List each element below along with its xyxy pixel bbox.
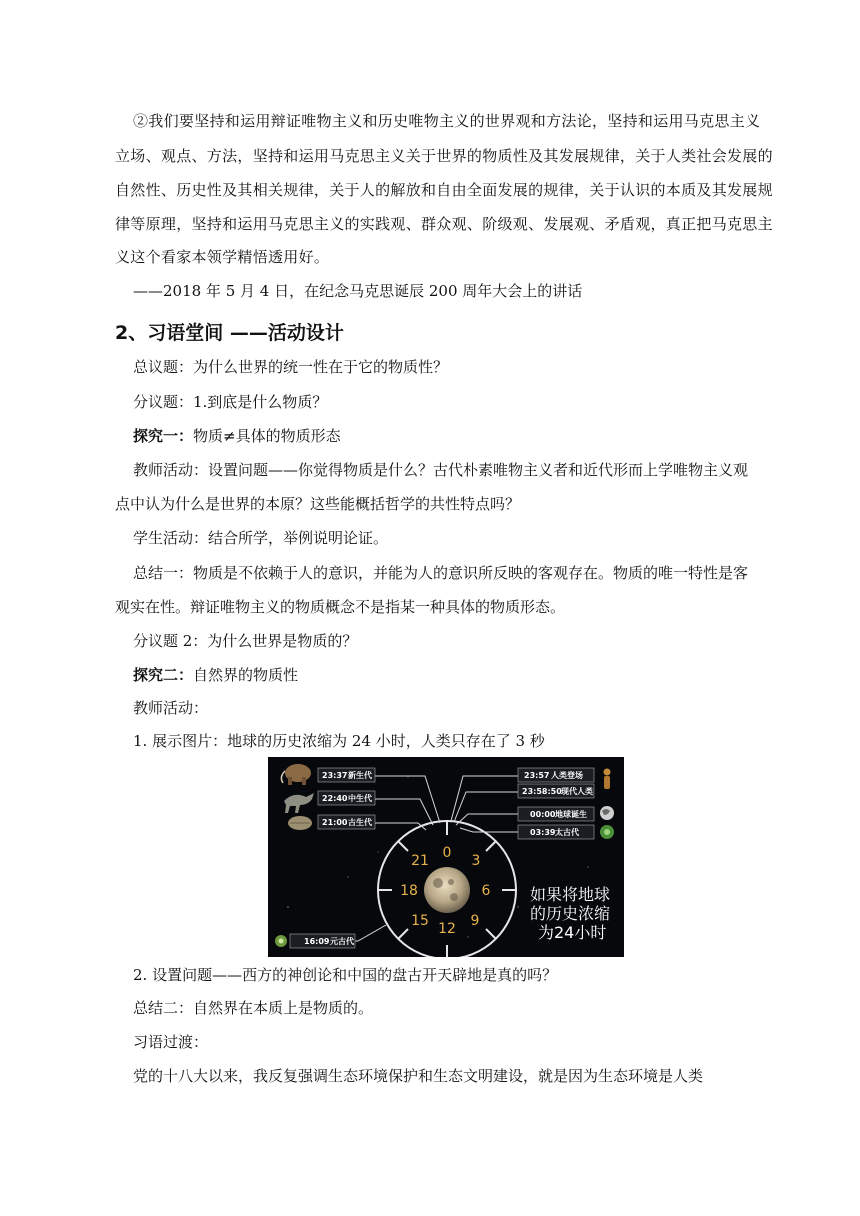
paragraph-2-line-2: 立场、观点、方法，坚持和运用马克思主义关于世界的物质性及其发展规律，关于人类社会发展的: [115, 147, 773, 165]
right-label-era: 现代人类: [561, 787, 593, 796]
paragraph-2-line-4: 律等原理，坚持和运用马克思主义的实践观、群众观、阶级观、发展观、矛盾观，真正把马克思主: [115, 215, 773, 233]
clock-number: 0: [442, 845, 452, 861]
summary-2: 总结二：自然界在本质上是物质的。: [133, 999, 374, 1017]
sub-topic-1: 分议题：1.到底是什么物质？: [133, 393, 328, 411]
final-line: 党的十八大以来，我反复强调生态环境保护和生态文明建设，就是因为生态环境是人类: [133, 1067, 704, 1085]
right-label-era: 人类登场: [551, 771, 583, 780]
human-icon: [604, 769, 611, 790]
clock-number: 18: [400, 883, 418, 899]
bottom-label-era: 元古代: [330, 937, 354, 946]
explore-2-text: 自然界的物质性: [193, 666, 299, 684]
cell-icon: [600, 825, 614, 839]
bottom-label-time: 16:09: [304, 937, 330, 946]
clock-number: 15: [411, 913, 429, 929]
teacher-activity-1-line-1: 教师活动：设置问题——你觉得物质是什么？古代朴素唯物主义者和近代形而上学唯物主义观: [133, 461, 749, 479]
earth-icon: [600, 806, 614, 820]
explore-2: [133, 665, 298, 685]
right-label-era: 太古代: [555, 828, 579, 837]
right-label-time: 03:39: [530, 828, 556, 837]
teacher-activity-2: 教师活动：: [133, 699, 209, 717]
sub-topic-2: 分议题 2：为什么世界是物质的？: [133, 632, 358, 650]
paragraph-2-line-5: 义这个看家本领学精悟透用好。: [115, 248, 330, 266]
clock-number: 3: [471, 853, 481, 869]
summary-1-line-1: 总结一：物质是不依赖于人的意识，并能为人的意识所反映的客观存在。物质的唯一特性是客: [133, 564, 749, 582]
trilobite-icon: [288, 816, 312, 830]
general-topic: 总议题：为什么世界的统一性在于它的物质性？: [133, 358, 449, 376]
earth-history-clock-image: [268, 757, 624, 957]
right-label-era: 地球诞生: [555, 810, 587, 819]
section-heading: 2、习语堂间 ——活动设计: [115, 322, 344, 344]
list-item-2: 2. 设置问题——西方的神创论和中国的盘古开天辟地是真的吗？: [133, 966, 558, 984]
explore-2-label: 探究二：: [133, 666, 194, 684]
right-label-time: 23:58:50: [522, 787, 562, 796]
right-label-time: 00:00: [530, 810, 556, 819]
explore-1: [133, 426, 341, 446]
paragraph-2-line-1: ②我们要坚持和运用辩证唯物主义和历史唯物主义的世界观和方法论，坚持和运用马克思主义: [133, 112, 761, 130]
quote-source: ——2018 年 5 月 4 日，在纪念马克思诞辰 200 周年大会上的讲话: [133, 282, 583, 300]
caption-line-2: 的历史浓缩: [530, 904, 611, 923]
teacher-activity-1-line-2: 点中认为什么是世界的本原？这些能概括哲学的共性特点吗？: [115, 495, 521, 513]
student-activity-1: 学生活动：结合所学，举例说明论证。: [133, 529, 389, 547]
right-label-time: 23:57: [524, 771, 550, 780]
left-label-time: 22:40: [322, 794, 348, 803]
left-label-era: 中生代: [348, 794, 372, 803]
clock-number: 21: [411, 853, 429, 869]
transition-label: 习语过渡：: [133, 1033, 209, 1051]
explore-1-text: 物质≠具体的物质形态: [193, 427, 341, 445]
moon-icon: [424, 867, 470, 913]
left-label-time: 23:37: [322, 771, 348, 780]
list-item-1: 1. 展示图片：地球的历史浓缩为 24 小时，人类只存在了 3 秒: [133, 732, 545, 750]
left-label-era: 古生代: [348, 818, 372, 827]
clock-number: 9: [470, 913, 480, 929]
clock-number: 6: [481, 883, 491, 899]
clock-number: 12: [438, 921, 456, 937]
explore-1-label: 探究一：: [133, 427, 194, 445]
summary-1-line-2: 观实在性。辩证唯物主义的物质概念不是指某一种具体的物质形态。: [115, 598, 566, 616]
left-label-era: 新生代: [348, 771, 372, 780]
bacteria-icon: [275, 935, 287, 947]
caption-line-3: 为24小时: [538, 923, 607, 942]
left-label-time: 21:00: [322, 818, 348, 827]
caption-line-1: 如果将地球: [530, 885, 611, 904]
paragraph-2-line-3: 自然性、历史性及其相关规律，关于人的解放和自由全面发展的规律，关于认识的本质及其发展规: [115, 181, 773, 199]
